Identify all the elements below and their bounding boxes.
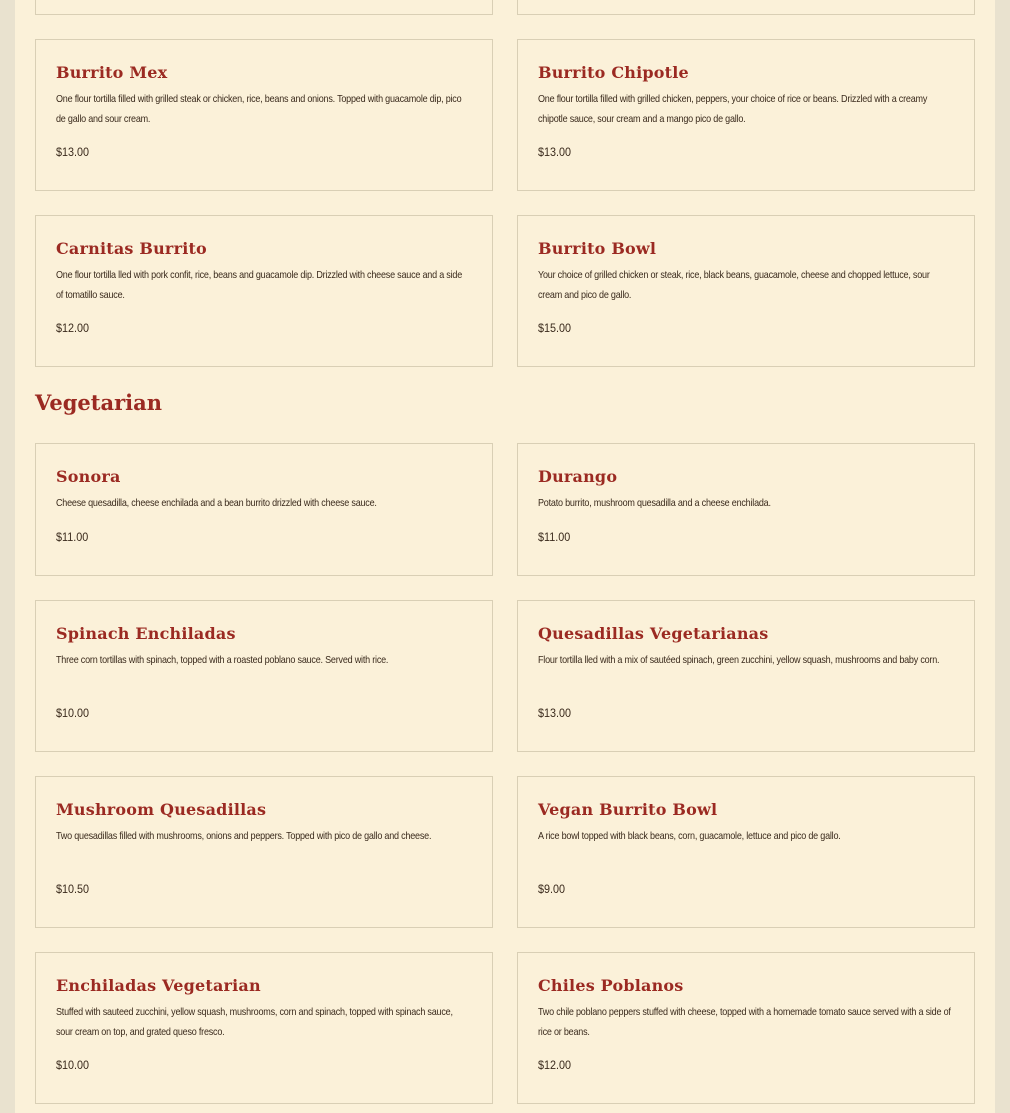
menu-card-burrito-bowl[interactable] (517, 215, 975, 367)
menu-card-quesadillas-vegetarianas[interactable] (517, 600, 975, 752)
item-title: Enchiladas Vegetarian (56, 976, 261, 995)
menu-card-durango[interactable] (517, 443, 975, 576)
menu-card-mushroom-quesadillas[interactable] (35, 776, 493, 928)
item-title: Vegan Burrito Bowl (538, 800, 718, 819)
item-price: $11.00 (56, 530, 89, 544)
item-price: $12.00 (538, 1058, 572, 1072)
item-price: $10.00 (56, 706, 90, 720)
item-description: Your choice of grilled chicken or steak, rice, black beans, guacamole, cheese and chopped lettuce, sour cream and pico de gallo. (538, 269, 930, 301)
item-title: Burrito Bowl (538, 239, 657, 258)
section-heading-vegetarian: Vegetarian (35, 390, 162, 415)
item-price: $9.00 (538, 882, 566, 896)
item-price: $10.50 (56, 882, 90, 896)
menu-card-spinach-enchiladas[interactable] (35, 600, 493, 752)
previous-items-row (35, 0, 975, 15)
item-description: Flour tortilla lled with a mix of sautéed spinach, green zucchini, yellow squash, mushrooms and baby corn. (538, 654, 940, 666)
item-description: One flour tortilla filled with grilled chicken, peppers, your choice of rice or beans. Drizzled with a creamy chipotle sauce, sour cream and a mango pico de gallo. (538, 93, 928, 125)
item-title: Quesadillas Vegetarianas (538, 624, 769, 643)
menu-card-enchiladas-vegetarian[interactable] (35, 952, 493, 1104)
item-price: $11.00 (538, 530, 571, 544)
menu-card-chiles-poblanos[interactable] (517, 952, 975, 1104)
item-price: $15.00 (538, 321, 572, 335)
menu-card-vegan-burrito-bowl[interactable] (517, 776, 975, 928)
menu-card-burrito-mex[interactable] (35, 39, 493, 191)
item-price: $12.00 (56, 321, 90, 335)
item-description: One flour tortilla lled with pork confit, rice, beans and guacamole dip. Drizzled with cheese sauce and a side of tomatillo sauce. (56, 269, 463, 301)
item-title: Burrito Chipotle (538, 63, 689, 82)
item-price: $13.00 (538, 706, 572, 720)
item-title: Mushroom Quesadillas (56, 800, 267, 819)
item-title: Durango (538, 467, 618, 486)
menu-card-partial (35, 0, 493, 15)
item-price: $10.00 (56, 1058, 90, 1072)
burrito-items-grid (35, 39, 975, 367)
item-description: Two chile poblano peppers stuffed with cheese, topped with a homemade tomato sauce served with a side of rice or beans. (538, 1006, 951, 1038)
menu-card-burrito-chipotle[interactable] (517, 39, 975, 191)
menu-card-partial (517, 0, 975, 15)
vegetarian-items-grid (35, 443, 975, 1104)
item-description: Two quesadillas filled with mushrooms, onions and peppers. Topped with pico de gallo and cheese. (56, 830, 432, 842)
menu-card-sonora[interactable] (35, 443, 493, 576)
item-description: A rice bowl topped with black beans, corn, guacamole, lettuce and pico de gallo. (538, 830, 841, 842)
item-title: Sonora (56, 467, 121, 486)
item-description: Three corn tortillas with spinach, topped with a roasted poblano sauce. Served with rice. (56, 654, 389, 666)
menu-card-carnitas-burrito[interactable] (35, 215, 493, 367)
item-title: Spinach Enchiladas (56, 624, 236, 643)
item-title: Carnitas Burrito (56, 239, 207, 258)
item-price: $13.00 (56, 145, 90, 159)
item-description: Stuffed with sauteed zucchini, yellow squash, mushrooms, corn and spinach, topped with spinach sauce, sour cream on top, and grated queso fresco. (56, 1006, 453, 1038)
item-description: Cheese quesadilla, cheese enchilada and a bean burrito drizzled with cheese sauce. (56, 497, 377, 509)
item-description: One flour tortilla filled with grilled steak or chicken, rice, beans and onions. Topped with guacamole dip, pico de gallo and sour cream. (56, 93, 462, 125)
item-title: Chiles Poblanos (538, 976, 684, 995)
item-title: Burrito Mex (56, 63, 168, 82)
item-description: Potato burrito, mushroom quesadilla and a cheese enchilada. (538, 497, 771, 509)
menu-page (15, 0, 995, 1113)
item-price: $13.00 (538, 145, 572, 159)
